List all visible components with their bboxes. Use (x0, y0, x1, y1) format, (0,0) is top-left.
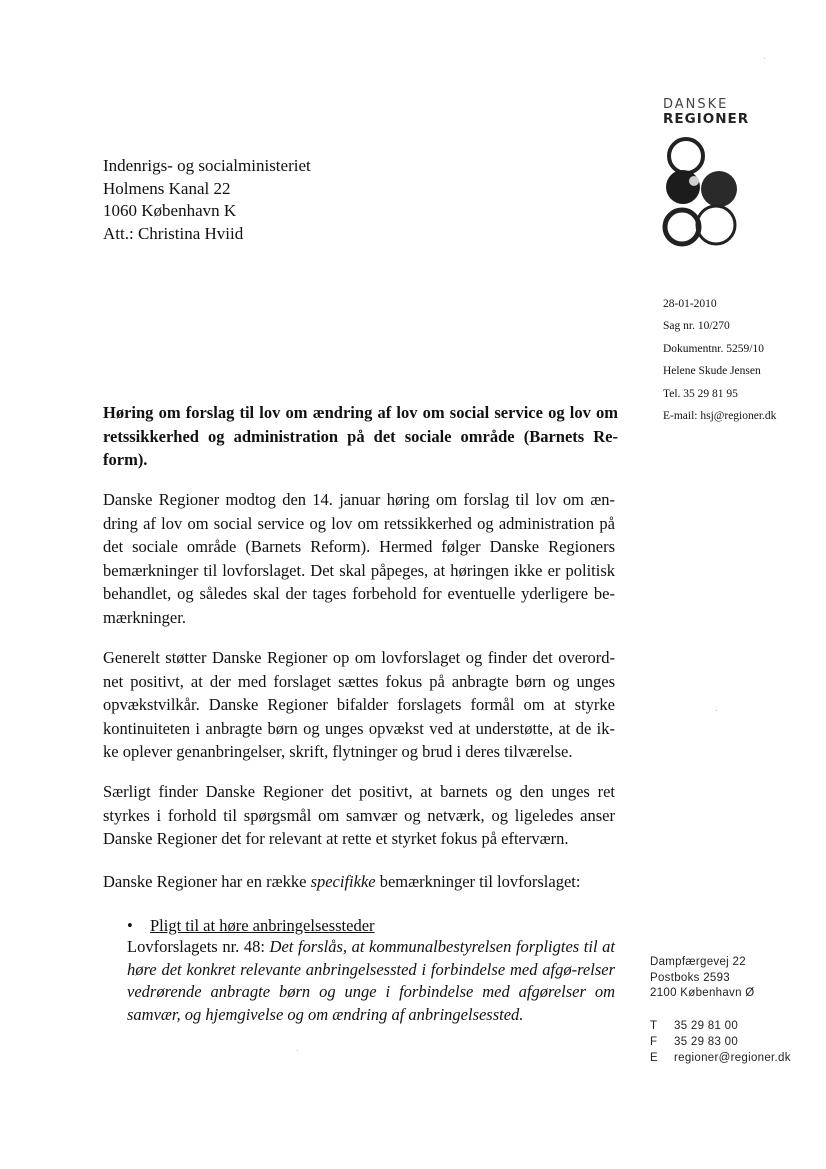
recipient-line: Indenrigs- og socialministeriet (103, 156, 311, 175)
body-paragraph: Danske Regioner modtog den 14. januar høring om forslag til lov om æn-dring af lov om social service og lov om retssikkerhed og administration på det sociale område (Barnets Reform). Hermed følger Danske Regioners bemærkninger til lovforslaget. Det skal påpeges, at høringen ikke er politisk behandlet, og således skal der tages forbehold for eventuelle yderligere be-mærkninger. (103, 490, 615, 627)
contact-key: F (650, 1036, 658, 1048)
body-paragraph: Særligt finder Danske Regioner det positivt, at barnets og den unges ret styrkes i forhold til spørgsmål om samvær og netværk, og ligeledes anser Danske Regioner det for relevant at rette et styrket fokus på efterværn. (103, 782, 615, 848)
scan-speck (764, 58, 765, 59)
sender-phone: Tel. 35 29 81 95 (663, 387, 738, 400)
contact-email (650, 1050, 791, 1066)
case-number: Sag nr. 10/270 (663, 320, 730, 333)
specific-remarks-intro (103, 870, 615, 894)
quote-lead: Lovforslagets nr. 48: (127, 937, 270, 956)
bullet-quote (127, 936, 615, 1026)
bullet-item (127, 915, 375, 937)
letter-subject: Høring om forslag til lov om ændring af lov om social service og lov om retssikkerhed og administration på det sociale område (Barnets Re-form). (103, 403, 618, 469)
recipient-line: 1060 København K (103, 201, 237, 220)
contact-key: E (650, 1052, 658, 1064)
footer-contacts (650, 1018, 791, 1066)
contact-value: 35 29 81 00 (674, 1020, 739, 1032)
footer-address-line: 2100 København Ø (650, 987, 755, 999)
quote-text: Det forslås, at kommunalbestyrelsen forpligtes til at høre det konkret relevante anbringelsessted i forbindelse med afgø-relser vedrørende anbragte børn og unge i forbindelse med afgørelser om samvær, og hjemgivelse og om ændring af anbringelsessted. (127, 937, 615, 1024)
scan-speck (297, 1050, 298, 1051)
contact-key: T (650, 1020, 658, 1032)
logo-wordmark (663, 98, 749, 127)
body-paragraph: Generelt støtter Danske Regioner op om lovforslaget og finder det overord-net positivt, at der med forslaget sættes fokus på anbragte børn og unges opvækstvilkår. Danske Regioner bifalder forslagets formål om at styrke kontinuiteten i anbragte børn og unges opvækst ved at understøtte, at de ik-ke oplever genanbringelser, skrift, flytninger og brud i deres tilværelse. (103, 648, 615, 761)
contact-value: regioner@regioner.dk (674, 1052, 791, 1064)
recipient-line: Holmens Kanal 22 (103, 178, 231, 198)
bullet-title: Pligt til at høre anbringelsessteder (150, 916, 375, 935)
recipient-address (103, 155, 311, 245)
intro-text: Danske Regioner har en række (103, 872, 311, 891)
sender-email: E-mail: hsj@regioner.dk (663, 410, 777, 423)
letter-date: 28-01-2010 (663, 298, 717, 310)
logo-line-1: DANSKE (663, 97, 729, 112)
contact-value: 35 29 83 00 (674, 1036, 739, 1048)
footer-address-line: Postboks 2593 (650, 971, 730, 984)
sender-name: Helene Skude Jensen (663, 365, 761, 378)
bullet-marker: • (127, 916, 133, 935)
intro-text-end: bemærkninger til lovforslaget: (375, 872, 581, 891)
document-number: Dokumentnr. 5259/10 (663, 342, 764, 355)
footer-address-line: Dampfærgevej 22 (650, 956, 746, 968)
intro-emphasis: specifikke (310, 872, 376, 891)
recipient-line: Att.: Christina Hviid (103, 223, 244, 243)
danske-regioner-circles-logo-icon (660, 133, 744, 248)
contact-phone (650, 1018, 791, 1034)
letter-metadata (663, 293, 776, 427)
contact-fax (650, 1034, 791, 1050)
scan-speck (716, 710, 717, 711)
logo-line-2: REGIONER (663, 111, 750, 127)
footer-address (650, 955, 755, 1002)
